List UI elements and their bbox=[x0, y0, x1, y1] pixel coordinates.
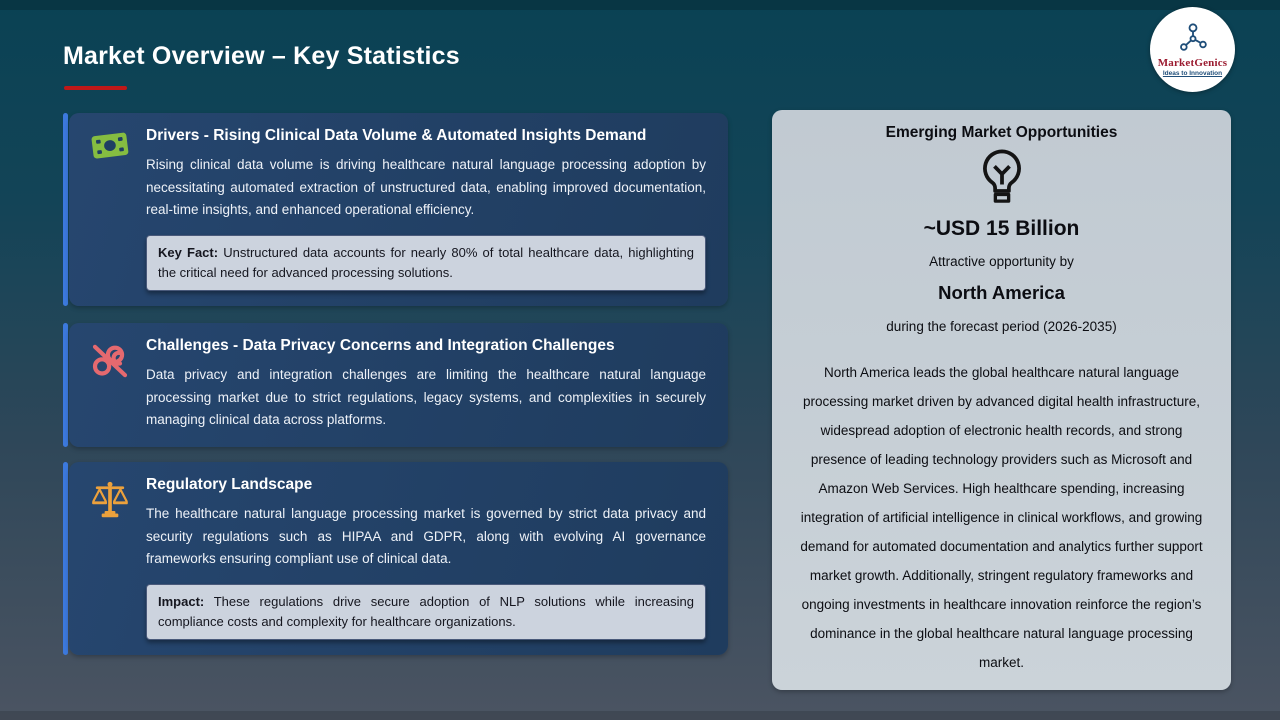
drivers-card-title: Drivers - Rising Clinical Data Volume & Automated Insights Demand bbox=[146, 127, 647, 144]
drivers-card-text bbox=[146, 126, 706, 291]
marketgenics-logo bbox=[1150, 7, 1235, 92]
key-fact-text: Unstructured data accounts for nearly 80% of total healthcare data, highlighting the critical need for advanced processing solutions. bbox=[158, 245, 694, 280]
broken-link-icon bbox=[90, 336, 130, 432]
key-fact-label: Key Fact: bbox=[158, 245, 219, 261]
bottom-strip bbox=[0, 711, 1280, 720]
challenges-card-title: Challenges - Data Privacy Concerns and Integration Challenges bbox=[146, 337, 615, 355]
top-strip bbox=[0, 0, 1280, 10]
opportunity-description: North America leads the global healthcare natural language processing market driven by advanced digital health infrastructure, widespread adoption of electronic health records, and strong presence of leading technology providers such as Microsoft and Amazon Web Services. High healthcare spending, increasing integration of artificial intelligence in clinical workflows, and growing demand for automated documentation and analytics further support market growth. Additionally, stringent regulatory frameworks and ongoing investments in healthcare innovation reinforce the region’s dominance in the global healthcare natural language processing market. bbox=[800, 365, 1203, 671]
key-fact-callout bbox=[146, 235, 706, 291]
opportunities-title: Emerging Market Opportunities bbox=[885, 124, 1118, 141]
title-underline bbox=[64, 86, 127, 90]
money-icon bbox=[90, 126, 130, 291]
scales-icon bbox=[90, 475, 130, 640]
impact-text: These regulations drive secure adoption of NLP solutions while increasing compliance costs and complexity for healthcare organizations. bbox=[158, 594, 694, 629]
molecule-icon bbox=[1176, 22, 1210, 57]
regulatory-card-title: Regulatory Landscape bbox=[146, 476, 313, 494]
challenges-card bbox=[63, 323, 728, 447]
left-card-column bbox=[63, 113, 728, 672]
opportunity-value: ~USD 15 Billion bbox=[923, 217, 1080, 240]
impact-label: Impact: bbox=[158, 594, 205, 610]
opportunity-region: North America bbox=[938, 282, 1065, 303]
challenges-card-body bbox=[69, 323, 728, 447]
page-title: Market Overview – Key Statistics bbox=[63, 42, 460, 70]
logo-name: MarketGenics bbox=[1157, 57, 1228, 69]
card-accent-bar bbox=[63, 323, 68, 447]
opportunity-subtitle: Attractive opportunity by bbox=[929, 254, 1074, 269]
drivers-card bbox=[63, 113, 728, 306]
regulatory-card bbox=[63, 462, 728, 655]
emerging-opportunities-panel bbox=[772, 110, 1231, 690]
challenges-card-text bbox=[146, 336, 706, 432]
challenges-card-description: Data privacy and integration challenges are limiting the healthcare natural language processing market due to strict regulations, legacy systems, and complexities in securely managing clinical data across platforms. bbox=[146, 367, 706, 428]
card-accent-bar bbox=[63, 462, 68, 655]
card-accent-bar bbox=[63, 113, 68, 306]
drivers-card-description: Rising clinical data volume is driving healthcare natural language processing adoption by necessitating automated extraction of unstructured data, enabling improved documentation, real-time insights, and enhanced operational efficiency. bbox=[146, 157, 706, 218]
logo-tagline: Ideas to Innovation bbox=[1162, 70, 1223, 77]
regulatory-card-body bbox=[69, 462, 728, 655]
regulatory-card-text bbox=[146, 475, 706, 640]
lightbulb-icon bbox=[800, 148, 1203, 215]
impact-callout bbox=[146, 584, 706, 640]
opportunity-period: during the forecast period (2026-2035) bbox=[886, 319, 1117, 334]
regulatory-card-description: The healthcare natural language processing market is governed by strict data privacy and security regulations such as HIPAA and GDPR, along with evolving AI governance frameworks ensuring compliant use of clinical data. bbox=[146, 506, 706, 567]
drivers-card-body bbox=[69, 113, 728, 306]
